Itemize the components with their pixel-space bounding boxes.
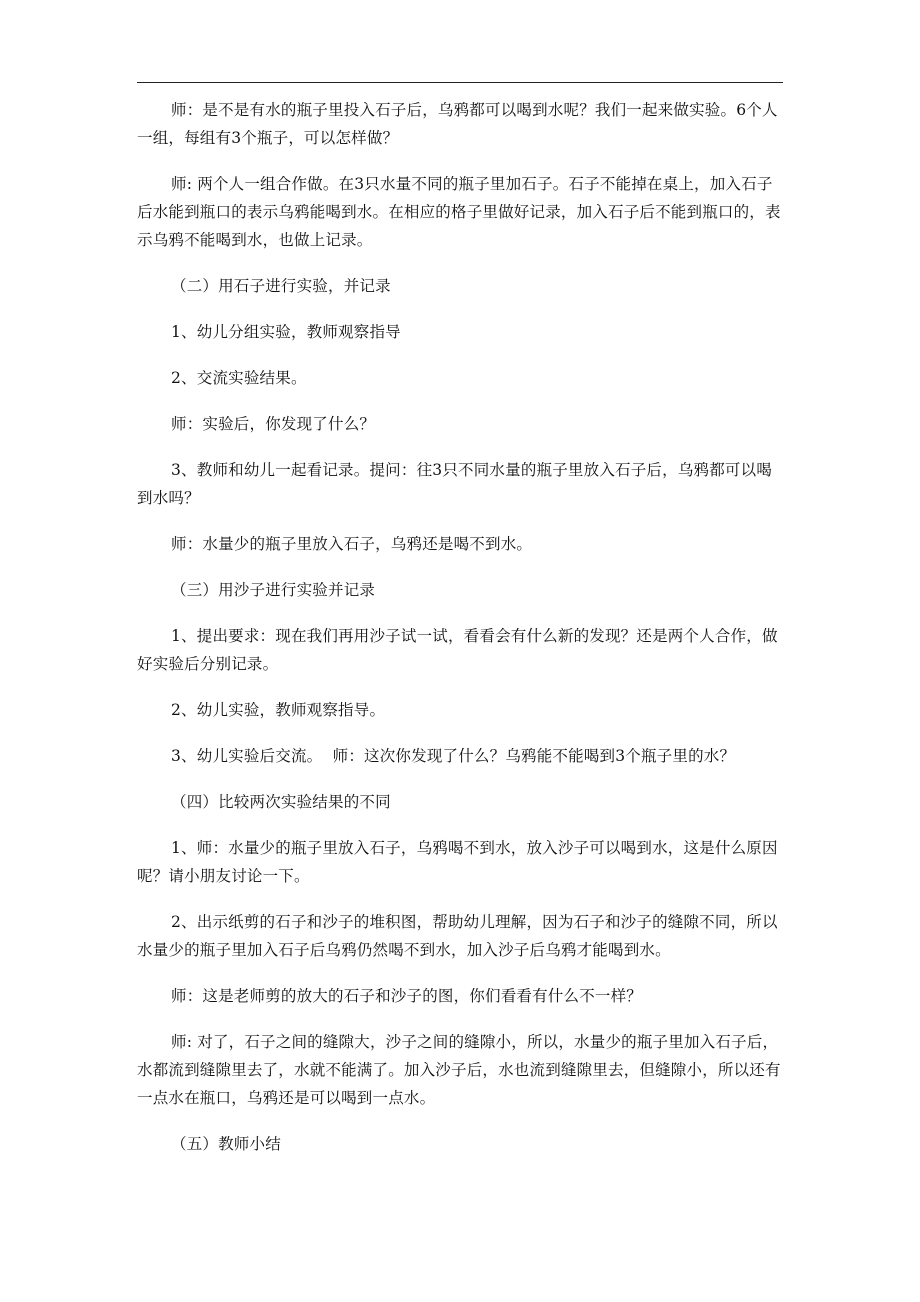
header-rule	[137, 82, 783, 83]
document-body	[137, 96, 783, 1158]
section-heading: （三）用沙子进行实验并记录	[171, 581, 376, 599]
paragraph: 师: 两个人一组合作做。在3只水量不同的瓶子里加石子。石子不能掉在桌上，加入石子后水能到瓶口的表示乌鸦能喝到水。在相应的格子里做好记录，加入石子后不能到瓶口的，表示乌鸦不能喝到水，也做上记录。	[137, 175, 781, 249]
paragraph: 师：实验后，你发现了什么？	[171, 415, 376, 433]
section-heading: （二）用石子进行实验，并记录	[171, 277, 391, 295]
paragraph: 3、教师和幼儿一起看记录。提问：往3只不同水量的瓶子里放入石子后，乌鸦都可以喝到水吗？	[137, 461, 773, 507]
paragraph: 师: 对了，石子之间的缝隙大，沙子之间的缝隙小，所以，水量少的瓶子里加入石子后，水都流到缝隙里去了，水就不能满了。加入沙子后，水也流到缝隙里去，但缝隙小，所以还有一点水在瓶口，乌鸦还是可以喝到一点水。	[137, 1033, 781, 1107]
paragraph: 2、幼儿实验，教师观察指导。	[171, 701, 386, 719]
paragraph: 师：这是老师剪的放大的石子和沙子的图，你们看看有什么不一样？	[171, 987, 643, 1005]
paragraph: 1、提出要求：现在我们再用沙子试一试，看看会有什么新的发现？还是两个人合作，做好实验后分别记录。	[137, 627, 778, 673]
section-heading: （五）教师小结	[171, 1135, 281, 1153]
paragraph: 1、幼儿分组实验，教师观察指导	[171, 323, 401, 341]
paragraph: 2、交流实验结果。	[171, 369, 307, 387]
paragraph: 师：水量少的瓶子里放入石子，乌鸦还是喝不到水。	[171, 535, 533, 553]
paragraph: 师：是不是有水的瓶子里投入石子后，乌鸦都可以喝到水呢？我们一起来做实验。6个人一组，每组有3个瓶子，可以怎样做？	[137, 101, 778, 147]
paragraph: 3、幼儿实验后交流。 师：这次你发现了什么？乌鸦能不能喝到3个瓶子里的水？	[171, 747, 736, 765]
section-heading: （四）比较两次实验结果的不同	[171, 793, 391, 811]
paragraph: 1、师：水量少的瓶子里放入石子，乌鸦喝不到水，放入沙子可以喝到水，这是什么原因呢？请小朋友讨论一下。	[137, 839, 778, 885]
paragraph: 2、出示纸剪的石子和沙子的堆积图，帮助幼儿理解，因为石子和沙子的缝隙不同，所以水量少的瓶子里加入石子后乌鸦仍然喝不到水，加入沙子后乌鸦才能喝到水。	[137, 913, 778, 959]
